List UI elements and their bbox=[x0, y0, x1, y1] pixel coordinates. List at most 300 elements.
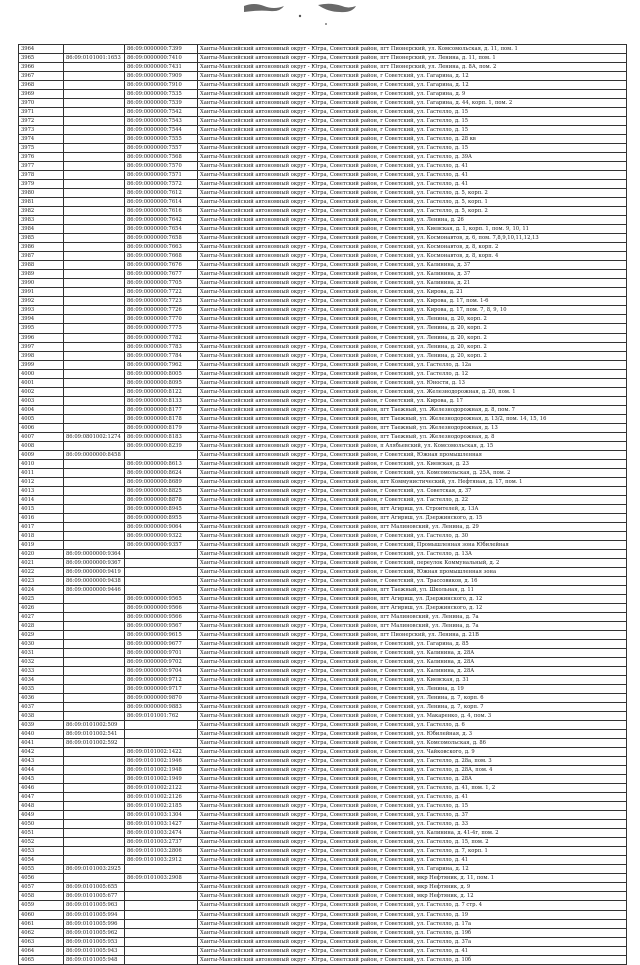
table-row bbox=[19, 892, 627, 901]
table-row bbox=[19, 694, 627, 703]
object-cadastral-number-cell: 86:09:0101002:2126 bbox=[125, 793, 198, 802]
row-number-cell: 4016 bbox=[19, 513, 64, 522]
land-cadastral-number-cell bbox=[64, 216, 125, 225]
row-number-cell: 4029 bbox=[19, 631, 64, 640]
table-row bbox=[19, 622, 627, 631]
table-row bbox=[19, 432, 627, 441]
object-cadastral-number-cell: 86:09:0000000:8613 bbox=[125, 459, 198, 468]
row-number-cell: 3971 bbox=[19, 108, 64, 117]
object-cadastral-number-cell bbox=[125, 937, 198, 946]
address-cell: Ханты-Мансийский автономный округ - Югра, Советский район, г Советский, ул. Гастелло, д. 7, корп. 1 bbox=[198, 847, 627, 856]
row-number-cell: 4028 bbox=[19, 622, 64, 631]
row-number-cell: 4036 bbox=[19, 694, 64, 703]
object-cadastral-number-cell: 86:09:0101002:1949 bbox=[125, 775, 198, 784]
row-number-cell: 4007 bbox=[19, 432, 64, 441]
address-cell: Ханты-Мансийский автономный округ - Югра, Советский район, г Советский, ул. Гастелло, д. 41 bbox=[198, 856, 627, 865]
land-cadastral-number-cell bbox=[64, 793, 125, 802]
object-cadastral-number-cell: 86:09:0000000:7614 bbox=[125, 198, 198, 207]
speck bbox=[325, 23, 327, 25]
object-cadastral-number-cell: 86:09:0101003:1304 bbox=[125, 811, 198, 820]
row-number-cell: 4018 bbox=[19, 531, 64, 540]
object-cadastral-number-cell bbox=[125, 576, 198, 585]
address-cell: Ханты-Мансийский автономный округ - Югра, Советский район, г Советский, ул. Ленина, д. 7, корп. 7 bbox=[198, 703, 627, 712]
table-row bbox=[19, 793, 627, 802]
address-cell: Ханты-Мансийский автономный округ - Югра, Советский район, г Советский, ул. Калинина, д. 41-4г, пом. 2 bbox=[198, 829, 627, 838]
row-number-cell: 4043 bbox=[19, 757, 64, 766]
land-cadastral-number-cell: 86:09:0101005:948 bbox=[64, 955, 125, 964]
table-row bbox=[19, 820, 627, 829]
row-number-cell: 4052 bbox=[19, 838, 64, 847]
stamp-mark-right bbox=[318, 4, 356, 12]
address-cell: Ханты-Мансийский автономный округ - Югра, Советский район, пгт Пионерский, ул. Ленина, д. 11, пом. 1 bbox=[198, 54, 627, 63]
row-number-cell: 4039 bbox=[19, 721, 64, 730]
address-cell: Ханты-Мансийский автономный округ - Югра, Советский район, г Советский, ул. Кирова, д. 21 bbox=[198, 288, 627, 297]
row-number-cell: 3975 bbox=[19, 144, 64, 153]
land-cadastral-number-cell bbox=[64, 766, 125, 775]
object-cadastral-number-cell: 86:09:0000000:7658 bbox=[125, 234, 198, 243]
object-cadastral-number-cell: 86:09:0101002:2122 bbox=[125, 784, 198, 793]
address-cell: Ханты-Мансийский автономный округ - Югра, Советский район, г Советский, ул. Калинина, д. 37 bbox=[198, 270, 627, 279]
row-number-cell: 4006 bbox=[19, 423, 64, 432]
object-cadastral-number-cell: 86:09:0000000:7910 bbox=[125, 81, 198, 90]
row-number-cell: 4047 bbox=[19, 793, 64, 802]
address-cell: Ханты-Мансийский автономный округ - Югра, Советский район, г Советский, ул. Чайковского, д. 9 bbox=[198, 748, 627, 757]
address-cell: Ханты-Мансийский автономный округ - Югра, Советский район, г Советский, ул. Гагарина, д. 12 bbox=[198, 81, 627, 90]
address-cell: Ханты-Мансийский автономный округ - Югра, Советский район, г Советский, ул. Комсомольская, д. 25А, пом. 2 bbox=[198, 468, 627, 477]
address-cell: Ханты-Мансийский автономный округ - Югра, Советский район, г Советский, ул. Гастелло, д. 5, корп. 2 bbox=[198, 189, 627, 198]
table-row bbox=[19, 54, 627, 63]
row-number-cell: 3970 bbox=[19, 99, 64, 108]
object-cadastral-number-cell: 86:09:0000000:7962 bbox=[125, 360, 198, 369]
land-cadastral-number-cell bbox=[64, 748, 125, 757]
table-row bbox=[19, 946, 627, 955]
table-row bbox=[19, 594, 627, 603]
object-cadastral-number-cell: 86:09:0000000:7557 bbox=[125, 144, 198, 153]
land-cadastral-number-cell bbox=[64, 333, 125, 342]
land-cadastral-number-cell bbox=[64, 631, 125, 640]
address-cell: Ханты-Мансийский автономный округ - Югра, Советский район, г Советский, ул. Гастелло, д. 28а, пом. 3 bbox=[198, 757, 627, 766]
land-cadastral-number-cell bbox=[64, 360, 125, 369]
table-row bbox=[19, 748, 627, 757]
row-number-cell: 3997 bbox=[19, 342, 64, 351]
table-row bbox=[19, 676, 627, 685]
table-row bbox=[19, 459, 627, 468]
land-cadastral-number-cell bbox=[64, 207, 125, 216]
object-cadastral-number-cell: 86:09:0000000:7535 bbox=[125, 90, 198, 99]
row-number-cell: 4002 bbox=[19, 387, 64, 396]
table-row bbox=[19, 234, 627, 243]
row-number-cell: 4031 bbox=[19, 649, 64, 658]
row-number-cell: 4010 bbox=[19, 459, 64, 468]
row-number-cell: 3979 bbox=[19, 180, 64, 189]
address-cell: Ханты-Мансийский автономный округ - Югра, Советский район, г Советский, ул. Гастелло, д. 5, корп. 1 bbox=[198, 198, 627, 207]
land-cadastral-number-cell bbox=[64, 405, 125, 414]
address-cell: Ханты-Мансийский автономный округ - Югра, Советский район, г Советский, ул. Гастелло, д. 28А, пом. 4 bbox=[198, 766, 627, 775]
object-cadastral-number-cell: 86:09:0000000:7568 bbox=[125, 153, 198, 162]
land-cadastral-number-cell bbox=[64, 847, 125, 856]
table-row bbox=[19, 324, 627, 333]
object-cadastral-number-cell: 86:09:0000000:8689 bbox=[125, 477, 198, 486]
row-number-cell: 4063 bbox=[19, 937, 64, 946]
address-cell: Ханты-Мансийский автономный округ - Югра, Советский район, г Советский, ул. Гагарина, д. 12 bbox=[198, 865, 627, 874]
object-cadastral-number-cell: 86:09:0000000:9883 bbox=[125, 703, 198, 712]
object-cadastral-number-cell bbox=[125, 928, 198, 937]
land-cadastral-number-cell bbox=[64, 306, 125, 315]
table-row bbox=[19, 135, 627, 144]
object-cadastral-number-cell: 86:09:0000000:7668 bbox=[125, 252, 198, 261]
land-cadastral-number-cell bbox=[64, 387, 125, 396]
header-stamp-marks bbox=[0, 0, 640, 40]
object-cadastral-number-cell: 86:09:0000000:9566 bbox=[125, 612, 198, 621]
row-number-cell: 4000 bbox=[19, 369, 64, 378]
table-row bbox=[19, 784, 627, 793]
address-cell: Ханты-Мансийский автономный округ - Югра, Советский район, г Советский, ул. Ленина, д. 20, корп. 2 bbox=[198, 333, 627, 342]
table-row bbox=[19, 802, 627, 811]
land-cadastral-number-cell bbox=[64, 243, 125, 252]
row-number-cell: 4065 bbox=[19, 955, 64, 964]
table-row bbox=[19, 441, 627, 450]
table-row bbox=[19, 198, 627, 207]
land-cadastral-number-cell bbox=[64, 81, 125, 90]
row-number-cell: 3983 bbox=[19, 216, 64, 225]
address-cell: Ханты-Мансийский автономный округ - Югра, Советский район, г Советский, ул. Гастелло, д. 41 bbox=[198, 946, 627, 955]
land-cadastral-number-cell bbox=[64, 540, 125, 549]
row-number-cell: 3986 bbox=[19, 243, 64, 252]
row-number-cell: 3982 bbox=[19, 207, 64, 216]
address-cell: Ханты-Мансийский автономный округ - Югра, Советский район, г Советский, ул. Гастелло, д. 19 bbox=[198, 910, 627, 919]
row-number-cell: 4049 bbox=[19, 811, 64, 820]
table-row bbox=[19, 766, 627, 775]
object-cadastral-number-cell: 86:09:0000000:7705 bbox=[125, 279, 198, 288]
row-number-cell: 4025 bbox=[19, 594, 64, 603]
address-cell: Ханты-Мансийский автономный округ - Югра, Советский район, г Советский, ул. Гагарина, д. 9 bbox=[198, 90, 627, 99]
row-number-cell: 4042 bbox=[19, 748, 64, 757]
table-row bbox=[19, 513, 627, 522]
address-cell: Ханты-Мансийский автономный округ - Югра, Советский район, п Алябьевский, ул. Комсомольская, д. 15 bbox=[198, 441, 627, 450]
object-cadastral-number-cell: 86:09:0000000:7431 bbox=[125, 63, 198, 72]
address-cell: Ханты-Мансийский автономный округ - Югра, Советский район, г Советский, ул. Гастелло, д. 28 кв bbox=[198, 135, 627, 144]
land-cadastral-number-cell bbox=[64, 162, 125, 171]
object-cadastral-number-cell bbox=[125, 919, 198, 928]
address-cell: Ханты-Мансийский автономный округ - Югра, Советский район, г Советский, ул. Гастелло, д. 15 bbox=[198, 117, 627, 126]
object-cadastral-number-cell bbox=[125, 450, 198, 459]
land-cadastral-number-cell bbox=[64, 396, 125, 405]
land-cadastral-number-cell bbox=[64, 703, 125, 712]
land-cadastral-number-cell bbox=[64, 658, 125, 667]
object-cadastral-number-cell bbox=[125, 901, 198, 910]
object-cadastral-number-cell: 86:09:0000000:7783 bbox=[125, 342, 198, 351]
address-cell: Ханты-Мансийский автономный округ - Югра, Советский район, г Советский, ул. Гастелло, д. 15 bbox=[198, 802, 627, 811]
address-cell: Ханты-Мансийский автономный округ - Югра, Советский район, г Советский, ул. Кирова, д. 17 bbox=[198, 396, 627, 405]
land-cadastral-number-cell: 86:09:0101002:509 bbox=[64, 721, 125, 730]
table-row bbox=[19, 108, 627, 117]
address-cell: Ханты-Мансийский автономный округ - Югра, Советский район, пгт Агириш, ул. Дзержинского, д. 15 bbox=[198, 513, 627, 522]
table-row bbox=[19, 369, 627, 378]
row-number-cell: 3991 bbox=[19, 288, 64, 297]
row-number-cell: 3984 bbox=[19, 225, 64, 234]
address-cell: Ханты-Мансийский автономный округ - Югра, Советский район, г Советский, ул. Гастелло, д. 15, пом. 2 bbox=[198, 838, 627, 847]
address-cell: Ханты-Мансийский автономный округ - Югра, Советский район, г Советский, ул. Железнодорожная, д. 20, пом. 1 bbox=[198, 387, 627, 396]
object-cadastral-number-cell: 86:09:0000000:9677 bbox=[125, 640, 198, 649]
row-number-cell: 4050 bbox=[19, 820, 64, 829]
table-row bbox=[19, 351, 627, 360]
land-cadastral-number-cell bbox=[64, 279, 125, 288]
land-cadastral-number-cell bbox=[64, 612, 125, 621]
object-cadastral-number-cell: 86:09:0000000:8133 bbox=[125, 396, 198, 405]
address-cell: Ханты-Мансийский автономный округ - Югра, Советский район, пгт Таежный, ул. Школьная, д. 11 bbox=[198, 585, 627, 594]
row-number-cell: 4023 bbox=[19, 576, 64, 585]
land-cadastral-number-cell bbox=[64, 315, 125, 324]
land-cadastral-number-cell bbox=[64, 603, 125, 612]
object-cadastral-number-cell: 86:09:0000000:8825 bbox=[125, 486, 198, 495]
table-row bbox=[19, 658, 627, 667]
land-cadastral-number-cell bbox=[64, 477, 125, 486]
table-row bbox=[19, 162, 627, 171]
table-row bbox=[19, 612, 627, 621]
object-cadastral-number-cell bbox=[125, 955, 198, 964]
table-row bbox=[19, 874, 627, 883]
object-cadastral-number-cell bbox=[125, 946, 198, 955]
land-cadastral-number-cell bbox=[64, 468, 125, 477]
land-cadastral-number-cell bbox=[64, 838, 125, 847]
row-number-cell: 3998 bbox=[19, 351, 64, 360]
land-cadastral-number-cell: 86:09:0101002:592 bbox=[64, 739, 125, 748]
row-number-cell: 4058 bbox=[19, 892, 64, 901]
object-cadastral-number-cell bbox=[125, 883, 198, 892]
table-row bbox=[19, 378, 627, 387]
row-number-cell: 3972 bbox=[19, 117, 64, 126]
object-cadastral-number-cell: 86:09:0000000:8122 bbox=[125, 387, 198, 396]
address-cell: Ханты-Мансийский автономный округ - Югра, Советский район, г Советский, ул. Ленина, д. 7, корп. 6 bbox=[198, 694, 627, 703]
address-cell: Ханты-Мансийский автономный округ - Югра, Советский район, пгт Агириш, ул. Дзержинского, д. 12 bbox=[198, 603, 627, 612]
object-cadastral-number-cell: 86:09:0000000:8955 bbox=[125, 513, 198, 522]
table-row bbox=[19, 45, 627, 54]
row-number-cell: 4057 bbox=[19, 883, 64, 892]
address-cell: Ханты-Мансийский автономный округ - Югра, Советский район, г Советский, ул. Гастелло, д. 41 bbox=[198, 793, 627, 802]
address-cell: Ханты-Мансийский автономный округ - Югра, Советский район, пгт Таежный, ул. Железнодорожная, д. 8, пом. 7 bbox=[198, 405, 627, 414]
address-cell: Ханты-Мансийский автономный округ - Югра, Советский район, г Советский, ул. Юбилейная, д. 3 bbox=[198, 730, 627, 739]
row-number-cell: 4056 bbox=[19, 874, 64, 883]
address-cell: Ханты-Мансийский автономный округ - Югра, Советский район, г Советский, переулок Коммунальный, д. 2 bbox=[198, 558, 627, 567]
row-number-cell: 4061 bbox=[19, 919, 64, 928]
address-cell: Ханты-Мансийский автономный округ - Югра, Советский район, пгт Коммунистический, ул. Нефтяная, д. 17, пом. 1 bbox=[198, 477, 627, 486]
table-row bbox=[19, 468, 627, 477]
row-number-cell: 4034 bbox=[19, 676, 64, 685]
land-cadastral-number-cell bbox=[64, 189, 125, 198]
address-cell: Ханты-Мансийский автономный округ - Югра, Советский район, г Советский, Промышленная зона Юбилейная bbox=[198, 540, 627, 549]
row-number-cell: 4059 bbox=[19, 901, 64, 910]
object-cadastral-number-cell: 86:09:0000000:7555 bbox=[125, 135, 198, 144]
land-cadastral-number-cell bbox=[64, 378, 125, 387]
land-cadastral-number-cell: 86:09:0101005:996 bbox=[64, 919, 125, 928]
row-number-cell: 4011 bbox=[19, 468, 64, 477]
table-row bbox=[19, 288, 627, 297]
address-cell: Ханты-Мансийский автономный округ - Югра, Советский район, пгт Таежный, ул. Железнодорожная, д. 13/2, пом. 14, 15, 16 bbox=[198, 414, 627, 423]
land-cadastral-number-cell bbox=[64, 369, 125, 378]
row-number-cell: 4014 bbox=[19, 495, 64, 504]
address-cell: Ханты-Мансийский автономный округ - Югра, Советский район, г Советский, ул. Ленина, д. 20, корп. 2 bbox=[198, 351, 627, 360]
address-cell: Ханты-Мансийский автономный округ - Югра, Советский район, пгт Пионерский, ул. Ленина, д. 8А, пом. 2 bbox=[198, 63, 627, 72]
address-cell: Ханты-Мансийский автономный округ - Югра, Советский район, г Советский, ул. Космонавтов, д. 8, корп. 2 bbox=[198, 243, 627, 252]
row-number-cell: 4030 bbox=[19, 640, 64, 649]
row-number-cell: 4038 bbox=[19, 712, 64, 721]
address-cell: Ханты-Мансийский автономный округ - Югра, Советский район, г Советский, ул. Гастелло, д. 7 стр. 4 bbox=[198, 901, 627, 910]
address-cell: Ханты-Мансийский автономный округ - Югра, Советский район, г Советский, ул. Космонавтов, д. 6, пом. 7,8,9,10,11,12,13 bbox=[198, 234, 627, 243]
row-number-cell: 3968 bbox=[19, 81, 64, 90]
land-cadastral-number-cell bbox=[64, 649, 125, 658]
table-row bbox=[19, 99, 627, 108]
land-cadastral-number-cell bbox=[64, 72, 125, 81]
land-cadastral-number-cell bbox=[64, 829, 125, 838]
table-row bbox=[19, 315, 627, 324]
land-cadastral-number-cell bbox=[64, 423, 125, 432]
table-row bbox=[19, 90, 627, 99]
row-number-cell: 4008 bbox=[19, 441, 64, 450]
land-cadastral-number-cell bbox=[64, 342, 125, 351]
row-number-cell: 3980 bbox=[19, 189, 64, 198]
table-row bbox=[19, 847, 627, 856]
object-cadastral-number-cell: 86:09:0000000:8945 bbox=[125, 504, 198, 513]
row-number-cell: 3981 bbox=[19, 198, 64, 207]
object-cadastral-number-cell: 86:09:0000000:8239 bbox=[125, 441, 198, 450]
address-cell: Ханты-Мансийский автономный округ - Югра, Советский район, пгт Агириш, ул. Строителей, д. 13А bbox=[198, 504, 627, 513]
table-row bbox=[19, 829, 627, 838]
table-row bbox=[19, 928, 627, 937]
object-cadastral-number-cell: 86:09:0101003:2737 bbox=[125, 838, 198, 847]
land-cadastral-number-cell bbox=[64, 441, 125, 450]
address-cell: Ханты-Мансийский автономный округ - Югра, Советский район, г Советский, ул. Гастелло, д. 33 bbox=[198, 820, 627, 829]
address-cell: Ханты-Мансийский автономный округ - Югра, Советский район, г Советский, ул. Гастелло, д. 37 bbox=[198, 811, 627, 820]
row-number-cell: 4055 bbox=[19, 865, 64, 874]
row-number-cell: 4001 bbox=[19, 378, 64, 387]
row-number-cell: 4046 bbox=[19, 784, 64, 793]
object-cadastral-number-cell: 86:09:0000000:7775 bbox=[125, 324, 198, 333]
address-cell: Ханты-Мансийский автономный округ - Югра, Советский район, пгт Малиновский, ул. Ленина, д. 7а bbox=[198, 622, 627, 631]
address-cell: Ханты-Мансийский автономный округ - Югра, Советский район, г Советский, ул. Гастелло, д. 41, пом. 1, 2 bbox=[198, 784, 627, 793]
table-row bbox=[19, 189, 627, 198]
cadastral-register-table bbox=[18, 44, 627, 965]
object-cadastral-number-cell: 86:09:0101003:2806 bbox=[125, 847, 198, 856]
object-cadastral-number-cell: 86:09:0000000:9567 bbox=[125, 622, 198, 631]
object-cadastral-number-cell: 86:09:0000000:7542 bbox=[125, 108, 198, 117]
address-cell: Ханты-Мансийский автономный округ - Югра, Советский район, г Советский, ул. Гастелло, д. 37а bbox=[198, 937, 627, 946]
address-cell: Ханты-Мансийский автономный округ - Югра, Советский район, пгт Пионерский, ул. Комсомольская, д. 11, пом. 1 bbox=[198, 45, 627, 54]
object-cadastral-number-cell: 86:09:0000000:7570 bbox=[125, 162, 198, 171]
land-cadastral-number-cell bbox=[64, 811, 125, 820]
land-cadastral-number-cell: 86:09:0000000:9446 bbox=[64, 585, 125, 594]
address-cell: Ханты-Мансийский автономный округ - Югра, Советский район, г Советский, ул. Гастелло, д. 13А bbox=[198, 549, 627, 558]
land-cadastral-number-cell: 86:09:0101005:962 bbox=[64, 928, 125, 937]
address-cell: Ханты-Мансийский автономный округ - Югра, Советский район, г Советский, ул. Гастелло, д. 15 bbox=[198, 144, 627, 153]
table-row bbox=[19, 243, 627, 252]
address-cell: Ханты-Мансийский автономный округ - Югра, Советский район, г Советский, ул. Трассовиков, д. 16 bbox=[198, 576, 627, 585]
row-number-cell: 3992 bbox=[19, 297, 64, 306]
table-row bbox=[19, 856, 627, 865]
object-cadastral-number-cell: 86:09:0000000:8878 bbox=[125, 495, 198, 504]
object-cadastral-number-cell bbox=[125, 721, 198, 730]
address-cell: Ханты-Мансийский автономный округ - Югра, Советский район, г Советский, ул. Калинина, д. 28А bbox=[198, 649, 627, 658]
address-cell: Ханты-Мансийский автономный округ - Югра, Советский район, пгт Малиновский, ул. Ленина, д. 7а bbox=[198, 612, 627, 621]
row-number-cell: 3977 bbox=[19, 162, 64, 171]
object-cadastral-number-cell: 86:09:0000000:7543 bbox=[125, 117, 198, 126]
land-cadastral-number-cell: 86:09:0101005:953 bbox=[64, 937, 125, 946]
row-number-cell: 4009 bbox=[19, 450, 64, 459]
table-row bbox=[19, 730, 627, 739]
table-row bbox=[19, 865, 627, 874]
row-number-cell: 4003 bbox=[19, 396, 64, 405]
table-body bbox=[19, 45, 627, 965]
object-cadastral-number-cell: 86:09:0101001:762 bbox=[125, 712, 198, 721]
address-cell: Ханты-Мансийский автономный округ - Югра, Советский район, г Советский, ул. Комсомольская, д. 86 bbox=[198, 739, 627, 748]
land-cadastral-number-cell bbox=[64, 712, 125, 721]
table-row bbox=[19, 450, 627, 459]
object-cadastral-number-cell bbox=[125, 865, 198, 874]
row-number-cell: 3996 bbox=[19, 333, 64, 342]
object-cadastral-number-cell bbox=[125, 567, 198, 576]
row-number-cell: 4064 bbox=[19, 946, 64, 955]
object-cadastral-number-cell: 86:09:0101003:1427 bbox=[125, 820, 198, 829]
land-cadastral-number-cell bbox=[64, 180, 125, 189]
object-cadastral-number-cell: 86:09:0000000:7572 bbox=[125, 180, 198, 189]
row-number-cell: 4005 bbox=[19, 414, 64, 423]
table-row bbox=[19, 585, 627, 594]
land-cadastral-number-cell bbox=[64, 459, 125, 468]
row-number-cell: 3973 bbox=[19, 126, 64, 135]
table-row bbox=[19, 955, 627, 964]
object-cadastral-number-cell: 86:09:0000000:9064 bbox=[125, 522, 198, 531]
table-row bbox=[19, 396, 627, 405]
object-cadastral-number-cell: 86:09:0000000:9701 bbox=[125, 649, 198, 658]
row-number-cell: 4045 bbox=[19, 775, 64, 784]
row-number-cell: 4022 bbox=[19, 567, 64, 576]
object-cadastral-number-cell: 86:09:0101003:2912 bbox=[125, 856, 198, 865]
address-cell: Ханты-Мансийский автономный округ - Югра, Советский район, г Советский, ул. Гастелло, д. 12а bbox=[198, 360, 627, 369]
address-cell: Ханты-Мансийский автономный округ - Югра, Советский район, г Советский, ул. Гагарина, д. 44, корп. 1, пом. 2 bbox=[198, 99, 627, 108]
object-cadastral-number-cell: 86:09:0000000:7784 bbox=[125, 351, 198, 360]
land-cadastral-number-cell bbox=[64, 775, 125, 784]
address-cell: Ханты-Мансийский автономный округ - Югра, Советский район, г Советский, ул. Ленина, д. 19 bbox=[198, 685, 627, 694]
row-number-cell: 3976 bbox=[19, 153, 64, 162]
land-cadastral-number-cell: 86:09:0101005:994 bbox=[64, 910, 125, 919]
address-cell: Ханты-Мансийский автономный округ - Югра, Советский район, г Советский, ул. Гастелло, д. 41 bbox=[198, 171, 627, 180]
object-cadastral-number-cell: 86:09:0000000:9565 bbox=[125, 594, 198, 603]
land-cadastral-number-cell: 86:09:0101001:1653 bbox=[64, 54, 125, 63]
table-row bbox=[19, 81, 627, 90]
table-row bbox=[19, 739, 627, 748]
table-row bbox=[19, 811, 627, 820]
address-cell: Ханты-Мансийский автономный округ - Югра, Советский район, г Советский, ул. Гастелло, д. 5, корп. 2 bbox=[198, 207, 627, 216]
row-number-cell: 4053 bbox=[19, 847, 64, 856]
land-cadastral-number-cell bbox=[64, 234, 125, 243]
land-cadastral-number-cell bbox=[64, 126, 125, 135]
object-cadastral-number-cell: 86:09:0000000:8179 bbox=[125, 423, 198, 432]
object-cadastral-number-cell: 86:09:0000000:8183 bbox=[125, 432, 198, 441]
object-cadastral-number-cell: 86:09:0000000:7676 bbox=[125, 261, 198, 270]
table-row bbox=[19, 522, 627, 531]
land-cadastral-number-cell: 86:09:0101002:541 bbox=[64, 730, 125, 739]
table-row bbox=[19, 495, 627, 504]
object-cadastral-number-cell: 86:09:0000000:7571 bbox=[125, 171, 198, 180]
object-cadastral-number-cell bbox=[125, 892, 198, 901]
row-number-cell: 3989 bbox=[19, 270, 64, 279]
row-number-cell: 4040 bbox=[19, 730, 64, 739]
land-cadastral-number-cell bbox=[64, 784, 125, 793]
address-cell: Ханты-Мансийский автономный округ - Югра, Советский район, г Советский, ул. Гастелло, д. 19б bbox=[198, 928, 627, 937]
object-cadastral-number-cell: 86:09:0101002:2185 bbox=[125, 802, 198, 811]
table-row bbox=[19, 910, 627, 919]
table-row bbox=[19, 937, 627, 946]
land-cadastral-number-cell bbox=[64, 685, 125, 694]
